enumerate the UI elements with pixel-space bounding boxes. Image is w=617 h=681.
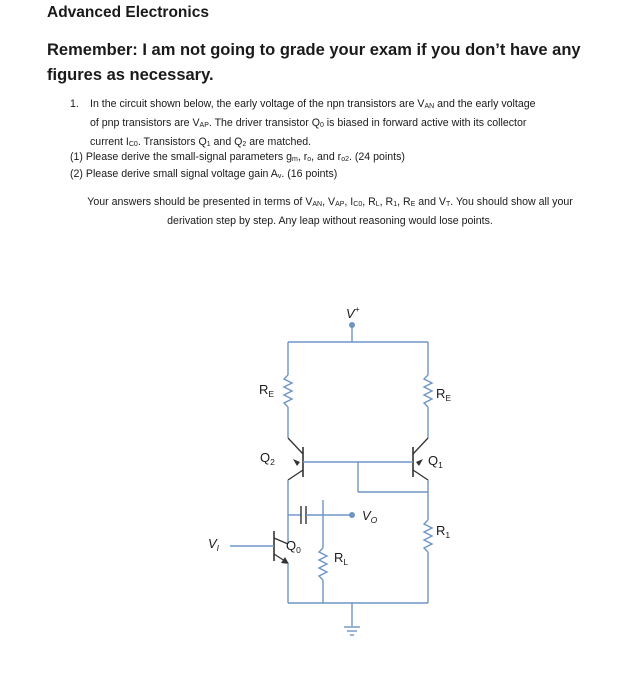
resistor-re-right [424,375,432,407]
label-re-left: $R_E$ [259,382,275,399]
label-vi: $V_I$ [208,536,220,553]
resistor-re-left [284,375,292,407]
question-number: 1. [70,98,79,110]
transistor-q1 [413,438,428,480]
vo-node [349,512,355,518]
document-title: Advanced Electronics [47,4,209,21]
resistor-rl [319,548,327,580]
label-re-right: $R_E$ [436,386,452,403]
label-q0: $Q_0$ [286,538,301,555]
label-vo: $V_O$ [362,508,378,525]
label-rl: $R_L$ [334,550,349,567]
question-part-2: (2) Please derive small signal voltage gain $A_v$. (16 points) [70,168,338,180]
transistor-q2 [288,438,303,480]
answer-instructions: Your answers should be presented in terms of $V_{AN}$, $V_{AP}$, $I_{C0}$, $R_L$, $R_1$, $R_E$ and $V_T$. You should show all your derivation step by step. Any leap without reasoning would lose points. [87,196,573,227]
label-q1: $Q_1$ [428,453,443,470]
capacitor [301,506,306,524]
resistor-r1 [424,520,432,552]
question-part-1: (1) Please derive the small-signal parameters $g_m$, $r_o$, and $r_{o2}$. (24 points) [70,151,405,163]
label-r1: $R_1$ [436,523,451,540]
label-vplus: V+ [346,304,360,321]
remember-note: Remember: I am not going to grade your exam if you don’t have any figures as necessary. [47,41,581,84]
ground-icon [344,627,360,635]
question-text: In the circuit shown below, the early voltage of the npn transistors are $V_{AN}$ and the early voltage of pnp transistors are $V_{AP}$. The driver transistor $Q_0$ is biased in forward active with its collector current $I_{C0}$. Transistors $Q_1$ and $Q_2$ are matched. [90,98,536,148]
label-q2: $Q_2$ [260,450,275,467]
